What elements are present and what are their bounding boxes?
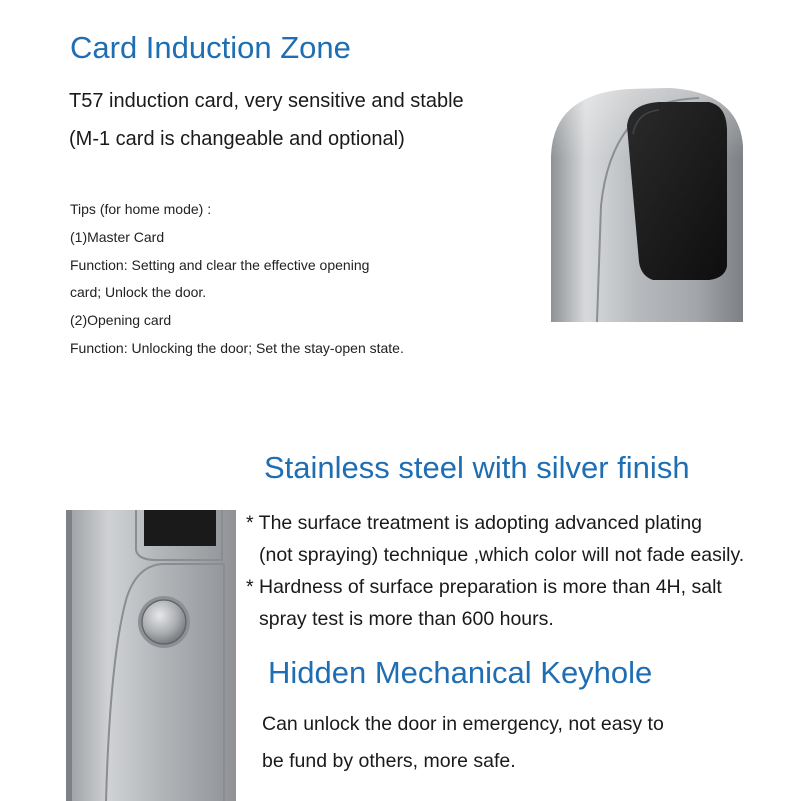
tips-line: Function: Unlocking the door; Set the stay-open state.	[70, 339, 404, 356]
tips-line: (1)Master Card	[70, 228, 165, 245]
lock-keyhole-photo	[66, 510, 236, 801]
card-induction-zone-heading: Card Induction Zone	[70, 30, 351, 65]
tips-line: (2)Opening card	[70, 312, 172, 329]
stainless-steel-bullets	[246, 507, 744, 635]
lock-card-reader-photo	[549, 86, 745, 322]
hidden-keyhole-heading: Hidden Mechanical Keyhole	[268, 655, 653, 690]
hidden-keyhole-description	[262, 706, 664, 780]
card-zone-intro-line-1: T57 induction card, very sensitive and stable	[69, 90, 464, 112]
card-zone-intro-line-2: (M-1 card is changeable and optional)	[69, 128, 405, 150]
bullet-line: * Hardness of surface preparation is more than 4H, salt	[246, 576, 722, 598]
tips-line: Function: Setting and clear the effective opening	[70, 256, 370, 273]
card-zone-tips	[70, 196, 404, 363]
bullet-line: spray test is more than 600 hours.	[259, 608, 554, 630]
tips-line: Tips (for home mode) :	[70, 201, 212, 217]
keyhole-desc-line: be fund by others, more safe.	[262, 750, 516, 772]
keyhole-desc-line: Can unlock the door in emergency, not easy to	[262, 713, 664, 735]
bullet-line: (not spraying) technique ,which color will not fade easily.	[259, 544, 745, 566]
tips-line: card; Unlock the door.	[70, 284, 207, 301]
stainless-steel-heading: Stainless steel with silver finish	[264, 450, 690, 485]
bullet-line: * The surface treatment is adopting advanced plating	[246, 512, 703, 534]
